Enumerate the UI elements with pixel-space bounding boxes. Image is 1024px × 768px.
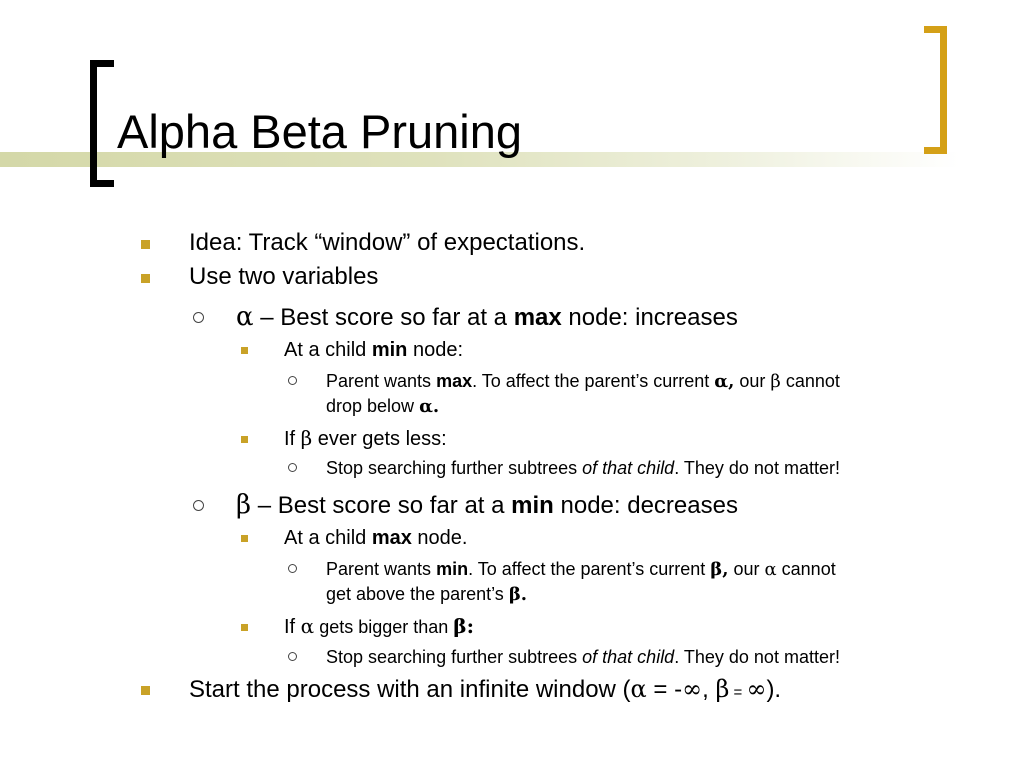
circle-bullet-icon [288,652,297,661]
bullet-idea: Idea: Track “window” of expectations. [189,229,586,256]
circle-bullet-icon [288,463,297,472]
square-bullet-icon [141,686,150,695]
square-bullet-icon [241,624,248,631]
bullet-beta-stop: Stop searching further subtrees of that child. They do not matter! [326,647,840,667]
bullet-beta-if: If α gets bigger than β: [284,614,474,638]
bullet-beta: β – Best score so far at a min node: decreases [236,490,738,520]
right-bracket-decoration [924,26,947,154]
circle-bullet-icon [288,376,297,385]
square-bullet-icon [141,274,150,283]
bullet-alpha-parent-cont: drop below α. [326,396,440,417]
bullet-alpha-stop: Stop searching further subtrees of that child. They do not matter! [326,458,840,478]
slide-title: Alpha Beta Pruning [117,105,523,158]
bullet-start: Start the process with an infinite window (α = -∞, β = ∞). [189,675,782,703]
circle-bullet-icon [288,564,297,573]
bullet-alpha: α – Best score so far at a max node: increases [236,302,738,332]
bullet-beta-child: At a child max node. [284,527,468,549]
circle-bullet-icon [193,312,204,323]
bullet-beta-parent: Parent wants min. To affect the parent’s current β, our α cannot [326,559,836,580]
square-bullet-icon [141,240,150,249]
square-bullet-icon [241,436,248,443]
left-bracket-decoration [90,60,114,187]
circle-bullet-icon [193,500,204,511]
square-bullet-icon [241,347,248,354]
bullet-two-variables: Use two variables [189,263,379,290]
bullet-alpha-if: If β ever gets less: [284,426,447,450]
bullet-beta-parent-cont: get above the parent’s β. [326,584,528,605]
bullet-alpha-parent: Parent wants max. To affect the parent’s current α, our β cannot [326,371,840,392]
square-bullet-icon [241,535,248,542]
bullet-alpha-child: At a child min node: [284,339,463,361]
